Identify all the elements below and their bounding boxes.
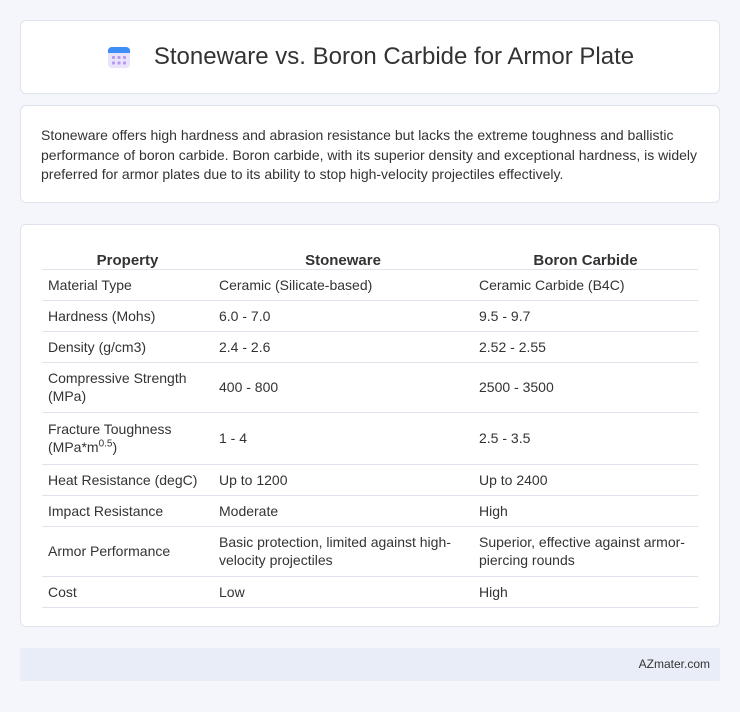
page-title: Stoneware vs. Boron Carbide for Armor Plate [153,43,635,70]
table-row [42,300,698,331]
cell-boron-carbide: Up to 2400 [473,464,698,495]
header-property: Property [96,251,159,269]
cell-property: Material Type [42,269,213,300]
cell-stoneware: 400 - 800 [213,362,473,412]
comparison-table-card [20,224,720,627]
cell-boron-carbide: 9.5 - 9.7 [473,300,698,331]
cell-property: Compressive Strength (MPa) [42,362,213,412]
cell-property: Impact Resistance [42,495,213,526]
footer-brand: AZmater.com [638,657,710,671]
cell-property [42,412,213,464]
header-stoneware: Stoneware [305,251,381,269]
table-row [42,576,698,607]
cell-stoneware: Ceramic (Silicate-based) [213,269,473,300]
cell-property: Cost [42,576,213,607]
table-row [42,495,698,526]
cell-boron-carbide: 2500 - 3500 [473,362,698,412]
fracture-label-end: ) [112,439,118,455]
cell-stoneware: Up to 1200 [213,464,473,495]
cell-stoneware: Basic protection, limited against high-velocity projectiles [213,526,473,576]
summary-card [20,105,720,203]
fracture-label: Fracture Toughness (MPa*m [48,421,172,455]
cell-boron-carbide: Superior, effective against armor-piercing rounds [473,526,698,576]
comparison-table [42,245,698,608]
cell-boron-carbide: High [473,495,698,526]
title-wrap [106,43,634,71]
cell-boron-carbide: 2.52 - 2.55 [473,331,698,362]
exponent: 0.5 [98,438,113,450]
cell-property: Density (g/cm3) [42,331,213,362]
table-row [42,269,698,300]
cell-boron-carbide: 2.5 - 3.5 [473,412,698,464]
cell-stoneware: 6.0 - 7.0 [213,300,473,331]
cell-boron-carbide: High [473,576,698,607]
cell-stoneware: 1 - 4 [213,412,473,464]
header-boron-carbide: Boron Carbide [533,251,638,269]
cell-stoneware: Moderate [213,495,473,526]
cell-boron-carbide: Ceramic Carbide (B4C) [473,269,698,300]
summary-text: Stoneware offers high hardness and abrasion resistance but lacks the extreme toughness and ballistic performance of boron carbide. Boron carbide, with its superior density and exceptional hardness, is widely preferred for armor plates due to its ability to stop high-velocity projectiles effectively. [41,127,698,182]
cell-property: Armor Performance [42,526,213,576]
cell-property: Hardness (Mohs) [42,300,213,331]
footer [20,648,720,681]
table-row [42,362,698,412]
cell-property: Heat Resistance (degC) [42,464,213,495]
table-row [42,464,698,495]
cell-stoneware: 2.4 - 2.6 [213,331,473,362]
table-row [42,412,698,464]
table-row [42,526,698,576]
cell-stoneware: Low [213,576,473,607]
calendar-icon [106,44,132,70]
table-header-row [42,245,698,269]
table-row [42,331,698,362]
header-card [20,20,720,94]
